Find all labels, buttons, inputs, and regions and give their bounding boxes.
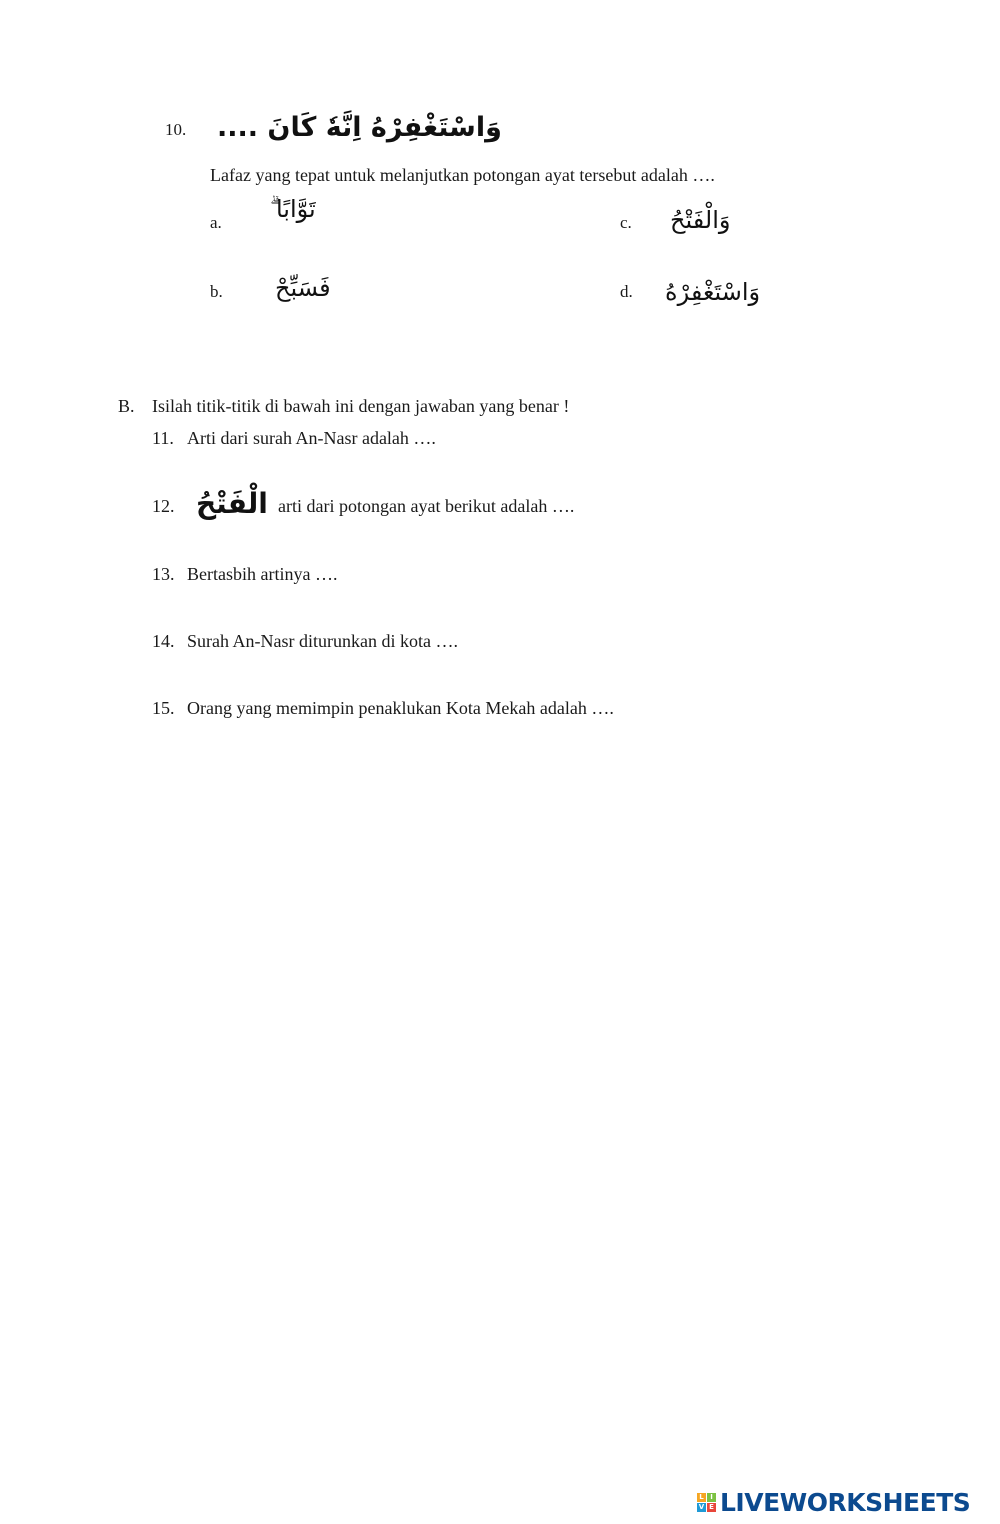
logo-text: LIVEWORKSHEETS <box>720 1488 971 1517</box>
item-12-text: arti dari potongan ayat berikut adalah …. <box>278 496 575 516</box>
option-c-arabic[interactable]: وَالْفَتْحُ <box>670 206 731 234</box>
option-b-arabic[interactable]: فَسَبِّحْ <box>275 274 331 302</box>
item-14-text: Surah An-Nasr diturunkan di kota …. <box>187 631 458 651</box>
item-13-text: Bertasbih artinya …. <box>187 564 338 584</box>
logo-block-v: V <box>698 1503 705 1511</box>
item-12-number: 12. <box>152 496 175 516</box>
item-15-number: 15. <box>152 698 175 718</box>
item-13-number: 13. <box>152 564 175 584</box>
item-14-number: 14. <box>152 631 175 651</box>
logo-block-i: I <box>707 1493 716 1502</box>
item-11-number: 11. <box>152 428 174 448</box>
question-10-arabic-verse: وَاسْتَغْفِرْهُ اِنَّهٗ كَانَ .... <box>217 112 502 143</box>
option-c-letter: c. <box>620 213 632 232</box>
logo-block-e: E <box>707 1503 716 1512</box>
item-15-text: Orang yang memimpin penaklukan Kota Mekah adalah …. <box>187 698 614 718</box>
question-10-number: 10. <box>165 120 187 139</box>
option-b-letter: b. <box>210 282 223 301</box>
section-b-letter: B. <box>118 396 135 416</box>
item-12-arabic: الْفَتْحُ <box>196 487 268 520</box>
option-a-letter: a. <box>210 213 222 232</box>
option-d-letter: d. <box>620 282 633 301</box>
item-11-text: Arti dari surah An-Nasr adalah …. <box>187 428 436 448</box>
option-d-arabic[interactable]: وَاسْتَغْفِرْهُ <box>665 278 761 306</box>
liveworksheets-logo[interactable] <box>697 1488 970 1517</box>
question-10-prompt: Lafaz yang tepat untuk melanjutkan potongan ayat tersebut adalah …. <box>210 165 715 185</box>
logo-blocks-icon <box>697 1493 716 1512</box>
logo-block-l: L <box>697 1493 706 1502</box>
option-a-arabic[interactable]: تَوَّابًا ۗ <box>270 195 316 223</box>
section-b-instruction: Isilah titik-titik di bawah ini dengan jawaban yang benar ! <box>152 396 570 416</box>
